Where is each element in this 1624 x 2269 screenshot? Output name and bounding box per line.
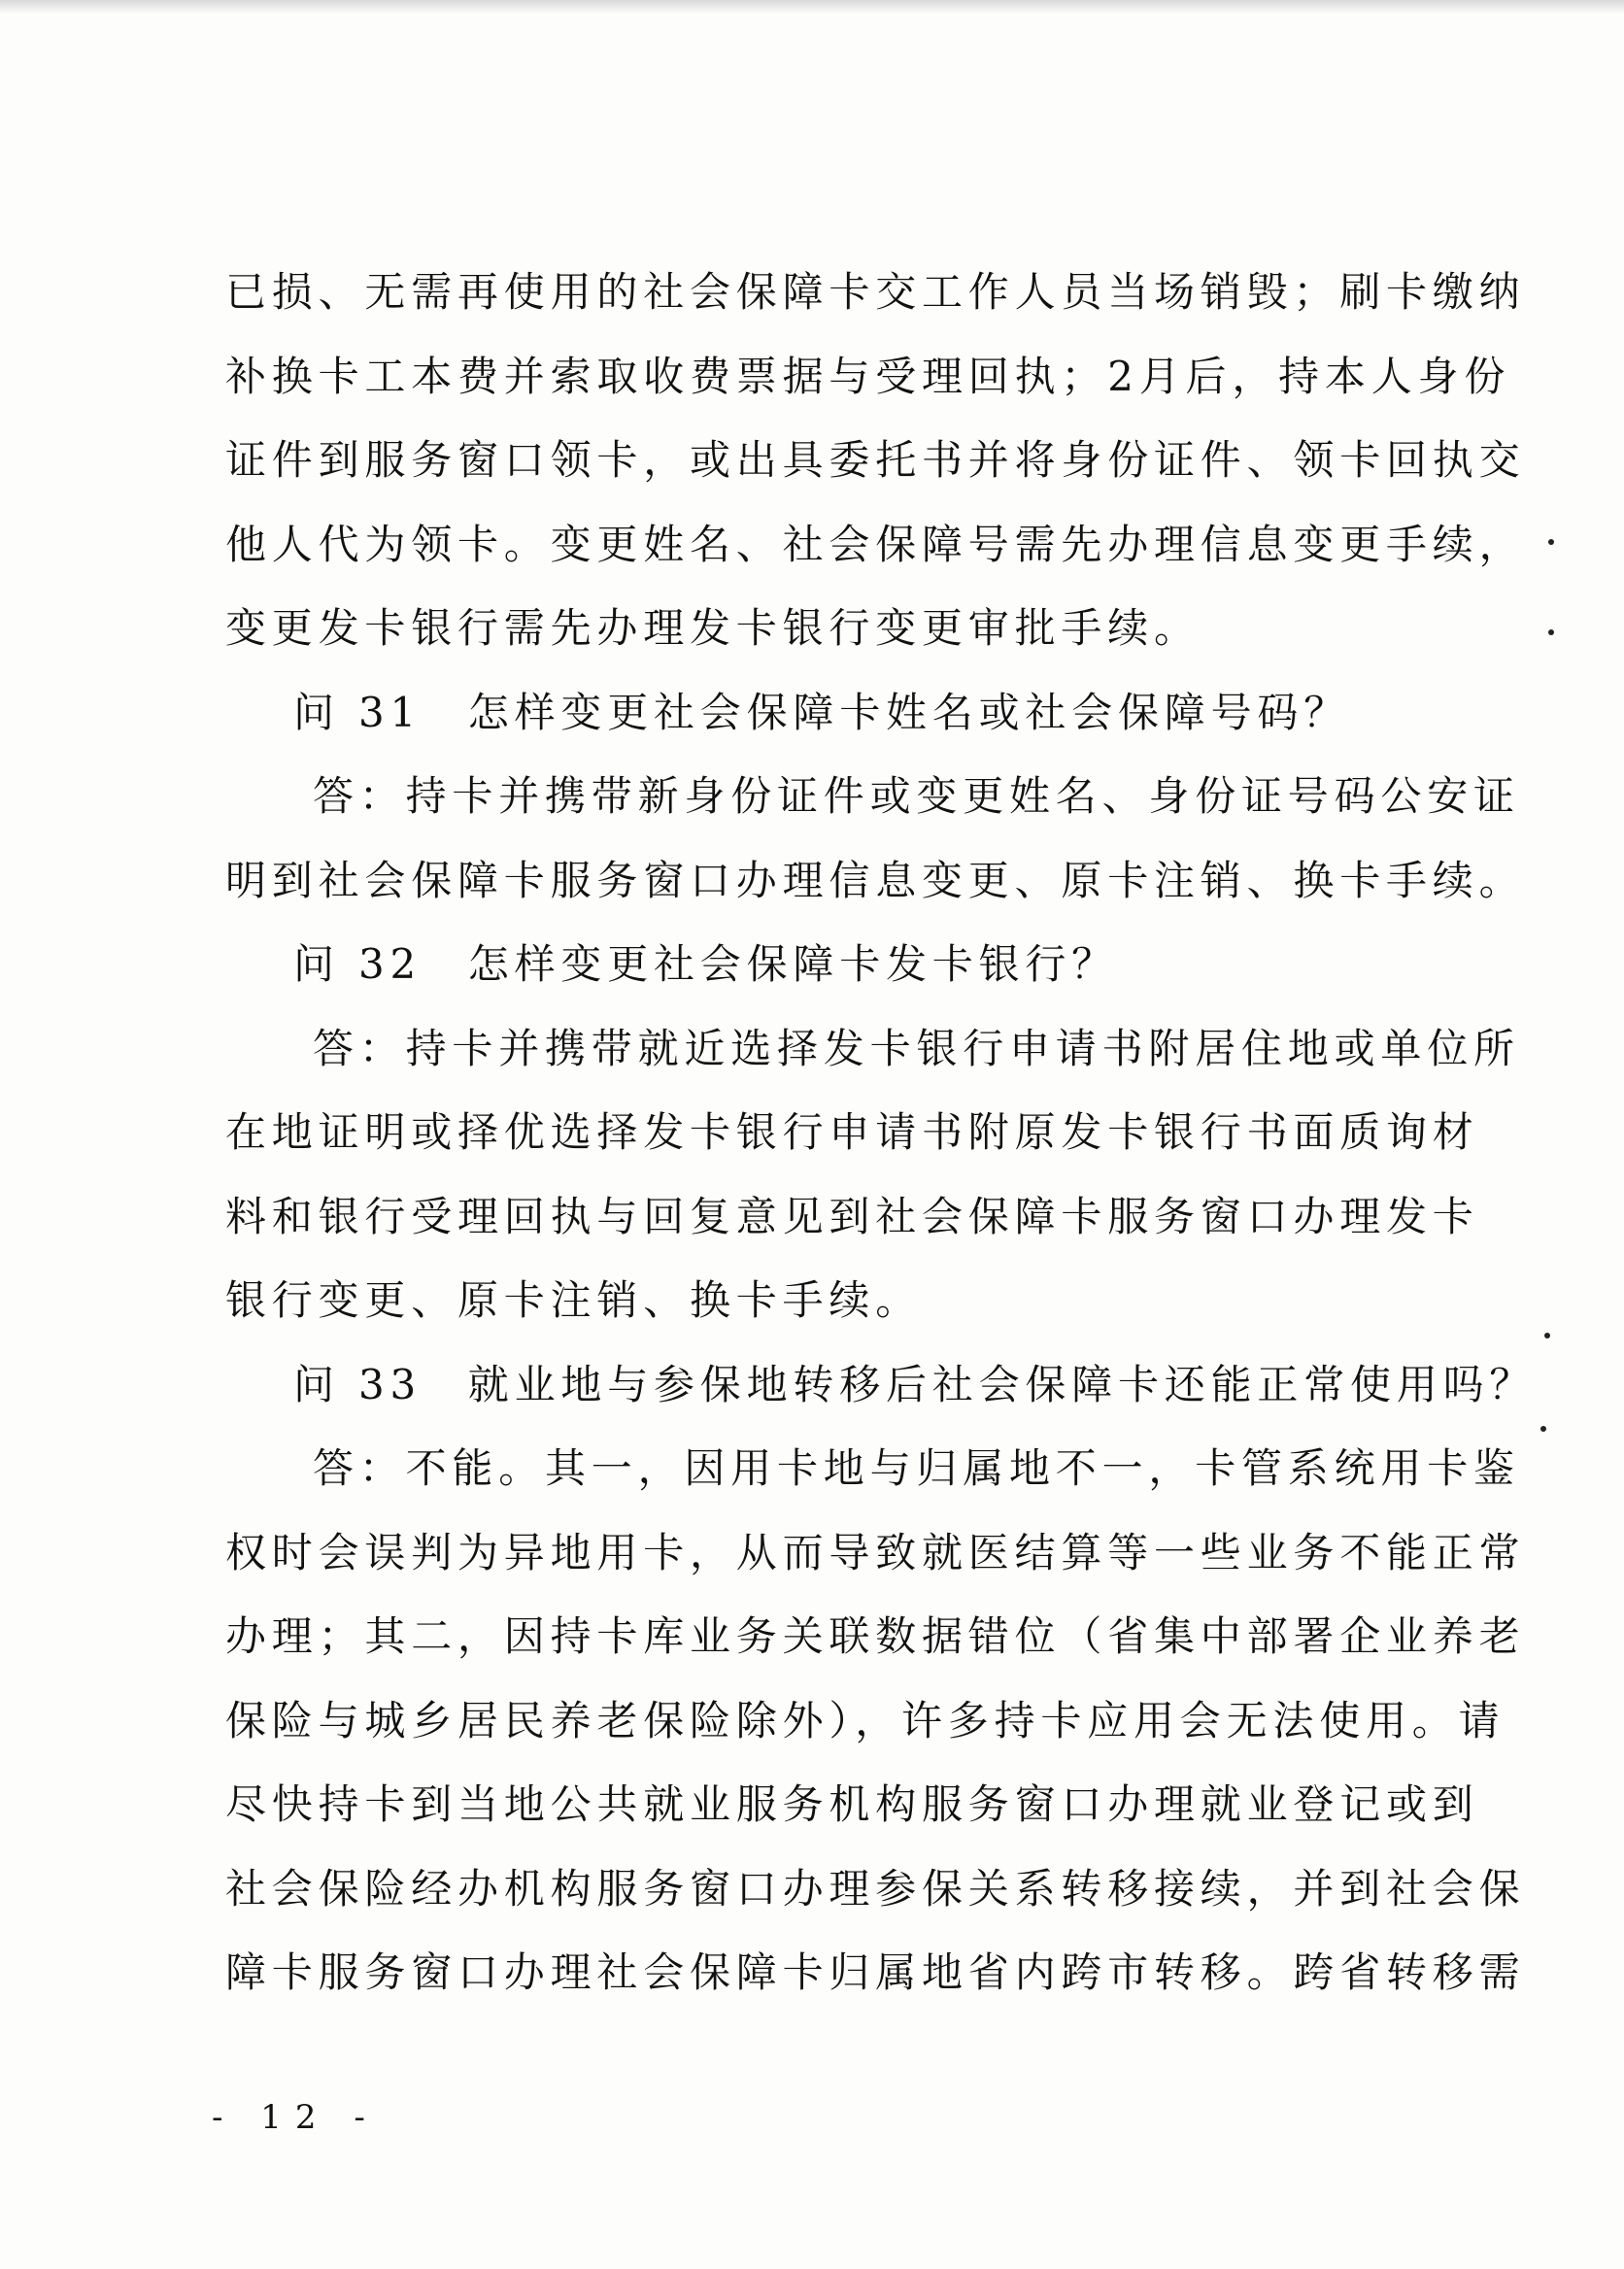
question-32: 问 32 怎样变更社会保障卡发卡银行？ — [293, 940, 1118, 988]
question-31: 问 31 怎样变更社会保障卡姓名或社会保障号码？ — [293, 688, 1350, 736]
body-line: 障卡服务窗口办理社会保障卡归属地省内跨市转移。跨省转移需 — [225, 1948, 1526, 1996]
body-line: 银行变更、原卡注销、换卡手续。 — [225, 1276, 923, 1324]
body-line: 尽快持卡到当地公共就业服务机构服务窗口办理就业登记或到 — [225, 1780, 1479, 1828]
document-body — [225, 251, 1537, 2015]
body-line: 办理；其二，因持卡库业务关联数据错位（省集中部署企业养老 — [225, 1612, 1526, 1660]
body-line: 明到社会保障卡服务窗口办理信息变更、原卡注销、换卡手续。 — [225, 856, 1526, 904]
body-line: 变更发卡银行需先办理发卡银行变更审批手续。 — [225, 604, 1201, 652]
body-line: 保险与城乡居民养老保险除外），许多持卡应用会无法使用。请 — [225, 1696, 1506, 1744]
page-number: - 12 - — [212, 2098, 379, 2137]
body-line: 他人代为领卡。变更姓名、社会保障号需先办理信息变更手续， — [225, 520, 1526, 568]
scan-speck — [1548, 539, 1554, 545]
question-33: 问 33 就业地与参保地转移后社会保障卡还能正常使用吗？ — [293, 1360, 1537, 1408]
scan-top-edge — [0, 0, 1624, 14]
body-line: 在地证明或择优选择发卡银行申请书附原发卡银行书面质询材 — [225, 1108, 1479, 1156]
answer-31-first-line: 答：持卡并携带新身份证件或变更姓名、身份证号码公安证 — [313, 772, 1520, 820]
body-line: 社会保险经办机构服务窗口办理参保关系转移接续，并到社会保 — [225, 1864, 1526, 1913]
body-line: 已损、无需再使用的社会保障卡交工作人员当场销毁；刷卡缴纳 — [225, 268, 1526, 316]
answer-33-first-line: 答：不能。其一，因用卡地与归属地不一，卡管系统用卡鉴 — [313, 1444, 1520, 1492]
scan-speck — [1544, 1333, 1550, 1338]
body-line: 权时会误判为异地用卡，从而导致就医结算等一些业务不能正常 — [225, 1528, 1526, 1576]
body-line: 补换卡工本费并索取收费票据与受理回执；2月后，持本人身份 — [225, 352, 1511, 400]
scan-speck — [1548, 629, 1554, 635]
answer-32-first-line: 答：持卡并携带就近选择发卡银行申请书附居住地或单位所 — [313, 1024, 1520, 1072]
body-line: 料和银行受理回执与回复意见到社会保障卡服务窗口办理发卡 — [225, 1192, 1479, 1240]
body-line: 证件到服务窗口领卡，或出具委托书并将身份证件、领卡回执交 — [225, 436, 1526, 484]
scan-speck — [1540, 1426, 1546, 1432]
